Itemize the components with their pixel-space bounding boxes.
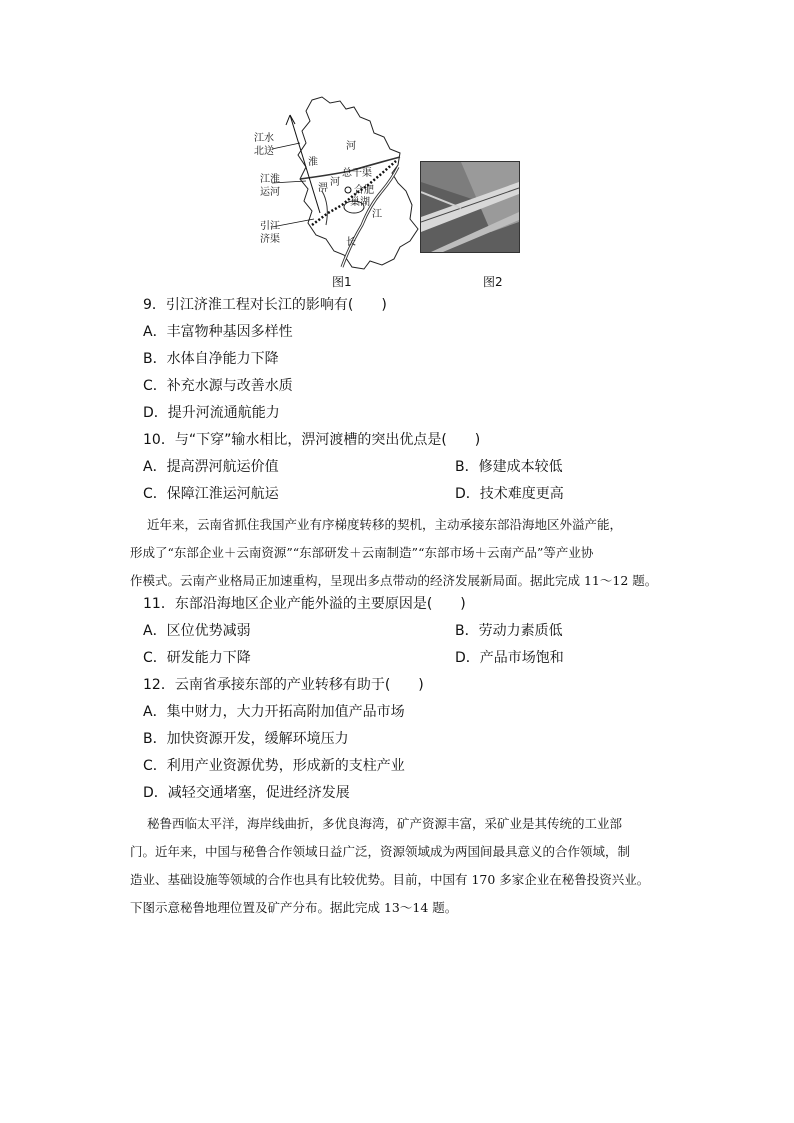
- figure-block: [250, 95, 520, 290]
- q9-stem: 9．引江济淮工程对长江的影响有( ): [143, 297, 387, 313]
- label-yunhe: 运河: [260, 187, 280, 198]
- passage1-line1: 近年来，云南省抓住我国产业有序梯度转移的契机，主动承接东部沿海地区外溢产能，: [147, 517, 623, 532]
- q10-option-d: D．技术难度更高: [455, 486, 564, 502]
- q9-option-d: D．提升河流通航能力: [143, 405, 280, 421]
- passage1-line3: 作模式。云南产业格局正加速重构，呈现出多点带动的经济发展新局面。据此完成 11～12 题。: [130, 573, 658, 588]
- label-beisong: 北送: [254, 146, 274, 157]
- label-jiang: 江: [372, 209, 382, 220]
- q10-stem: 10．与“下穿”输水相比，淠河渡槽的突出优点是( ): [143, 432, 481, 448]
- passage1-line2: 形成了“东部企业＋云南资源”“东部研发＋云南制造”“东部市场＋云南产品”等产业协: [130, 545, 594, 560]
- q9-option-b: B．水体自净能力下降: [143, 351, 279, 367]
- passage2-line3: 造业、基础设施等领域的合作也具有比较优势。目前，中国有 170 多家企业在秘鲁投资兴业。: [130, 872, 650, 887]
- q11-option-c: C．研发能力下降: [143, 650, 251, 666]
- q12-option-d: D．减轻交通堵塞，促进经济发展: [143, 785, 350, 801]
- label-huai: 淮: [308, 157, 318, 168]
- q12-option-b: B．加快资源开发，缓解环境压力: [143, 731, 349, 747]
- q12-stem: 12．云南省承接东部的产业转移有助于( ): [143, 677, 424, 693]
- q9-option-c: C．补充水源与改善水质: [143, 378, 293, 394]
- label-chaohu: 巢湖: [350, 197, 370, 208]
- q11-option-b: B．劳动力素质低: [455, 623, 563, 639]
- q12-option-c: C．利用产业资源优势，形成新的支柱产业: [143, 758, 405, 774]
- label-hefei: 合肥: [354, 185, 374, 196]
- q10-option-b: B．修建成本较低: [455, 459, 563, 475]
- label-he: 河: [346, 141, 356, 152]
- q10-option-c: C．保障江淮运河航运: [143, 486, 279, 502]
- aqueduct-drawing: [421, 162, 519, 252]
- label-jianghuai: 江淮: [260, 174, 280, 185]
- passage2-line4: 下图示意秘鲁地理位置及矿产分布。据此完成 13～14 题。: [130, 900, 458, 915]
- label-jiqu: 济渠: [260, 234, 280, 245]
- passage2-line2: 门。近年来，中国与秘鲁合作领域日益广泛，资源领域成为两国间最具意义的合作领域，制: [130, 844, 631, 859]
- passage2-line1: 秘鲁西临太平洋，海岸线曲折，多优良海湾，矿产资源丰富，采矿业是其传统的工业部: [147, 816, 623, 831]
- anhui-map: [250, 95, 420, 273]
- q11-option-d: D．产品市场饱和: [455, 650, 564, 666]
- q11-stem: 11．东部沿海地区企业产能外溢的主要原因是( ): [143, 596, 466, 612]
- q11-option-a: A．区位优势减弱: [143, 623, 251, 639]
- q9-option-a: A．丰富物种基因多样性: [143, 324, 293, 340]
- q10-option-a: A．提高淠河航运价值: [143, 459, 279, 475]
- label-pi: 淠: [318, 183, 328, 194]
- fig1-caption: 图1: [332, 275, 352, 289]
- label-jiangshui: 江水: [254, 133, 274, 144]
- label-chang: 长: [346, 237, 356, 248]
- fig2-caption: 图2: [483, 275, 503, 289]
- label-zongganqu: 总干渠: [342, 168, 372, 179]
- aqueduct-photo: [420, 161, 520, 253]
- label-yinjiang: 引江: [260, 221, 280, 232]
- label-he2: 河: [330, 177, 340, 188]
- q12-option-a: A．集中财力，大力开拓高附加值产品市场: [143, 704, 405, 720]
